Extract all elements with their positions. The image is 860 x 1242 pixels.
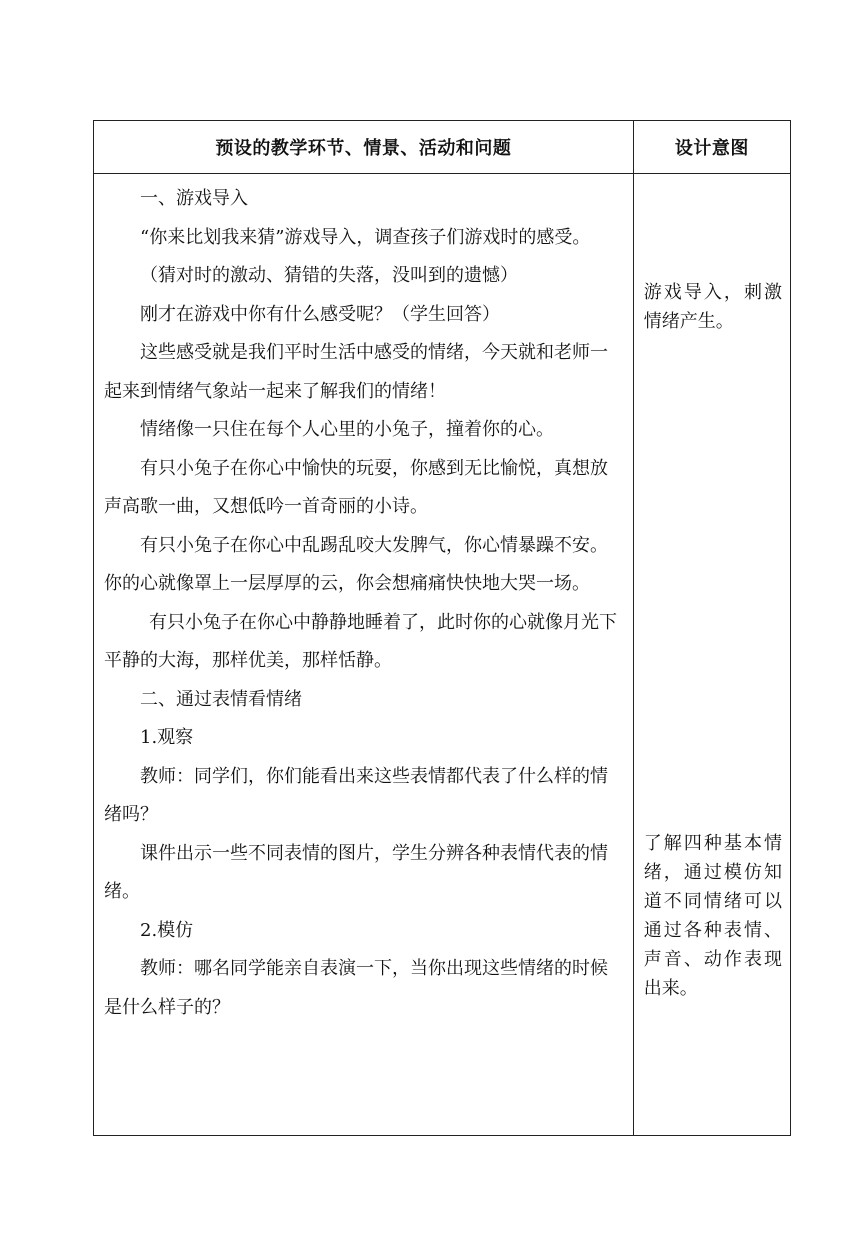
subsection-imitate: 2.模仿 — [140, 919, 194, 941]
section-title-game-intro: 一、游戏导入 — [140, 188, 248, 209]
teaching-content-cell — [94, 174, 634, 1136]
paragraph: 情绪像一只住在每个人心里的小兔子，撞着你的心。 — [140, 419, 554, 440]
design-intent-note: 了解四种基本情绪，通过模仿知道不同情绪可以通过各种表情、声音、动作表现出来。 — [643, 833, 782, 999]
paragraph: “你来比划我来猜”游戏导入，调查孩子们游戏时的感受。 — [140, 226, 591, 248]
paragraph: 有只小兔子在你心中乱踢乱咬大发脾气，你心情暴躁不安。你的心就像罩上一层厚厚的云，你会想痛痛快快地大哭一场。 — [104, 534, 608, 594]
paragraph: 这些感受就是我们平时生活中感受的情绪，今天就和老师一起来到情绪气象站一起来了解我们的情绪！ — [104, 342, 608, 402]
lesson-plan-table — [93, 120, 791, 1136]
table-header-row — [94, 121, 791, 174]
paragraph: 有只小兔子在你心中静静地睡着了，此时你的心就像月光下平静的大海，那样优美，那样恬静。 — [104, 611, 617, 671]
subsection-observe: 1.观察 — [140, 727, 194, 748]
paragraph: 教师：哪名同学能亲自表演一下，当你出现这些情绪的时候是什么样子的？ — [104, 958, 608, 1018]
header-side-cell: 设计意图 — [633, 121, 790, 174]
section-title-expressions: 二、通过表情看情绪 — [140, 688, 302, 710]
paragraph: 教师：同学们，你们能看出来这些表情都代表了什么样的情绪吗？ — [104, 765, 608, 825]
design-intent-note: 游戏导入，刺激情绪产生。 — [643, 282, 782, 332]
table-body-row — [94, 174, 791, 1136]
design-intent-cell — [633, 174, 790, 1136]
header-main-cell: 预设的教学环节、情景、活动和问题 — [94, 121, 634, 174]
paragraph: 课件出示一些不同表情的图片，学生分辨各种表情代表的情绪。 — [104, 842, 608, 902]
paragraph: （猜对时的激动、猜错的失落，没叫到的遗憾） — [140, 265, 518, 286]
paragraph: 有只小兔子在你心中愉快的玩耍，你感到无比愉悦，真想放声高歌一曲，又想低吟一首奇丽的小诗。 — [104, 457, 608, 517]
paragraph: 刚才在游戏中你有什么感受呢？（学生回答） — [140, 303, 500, 325]
